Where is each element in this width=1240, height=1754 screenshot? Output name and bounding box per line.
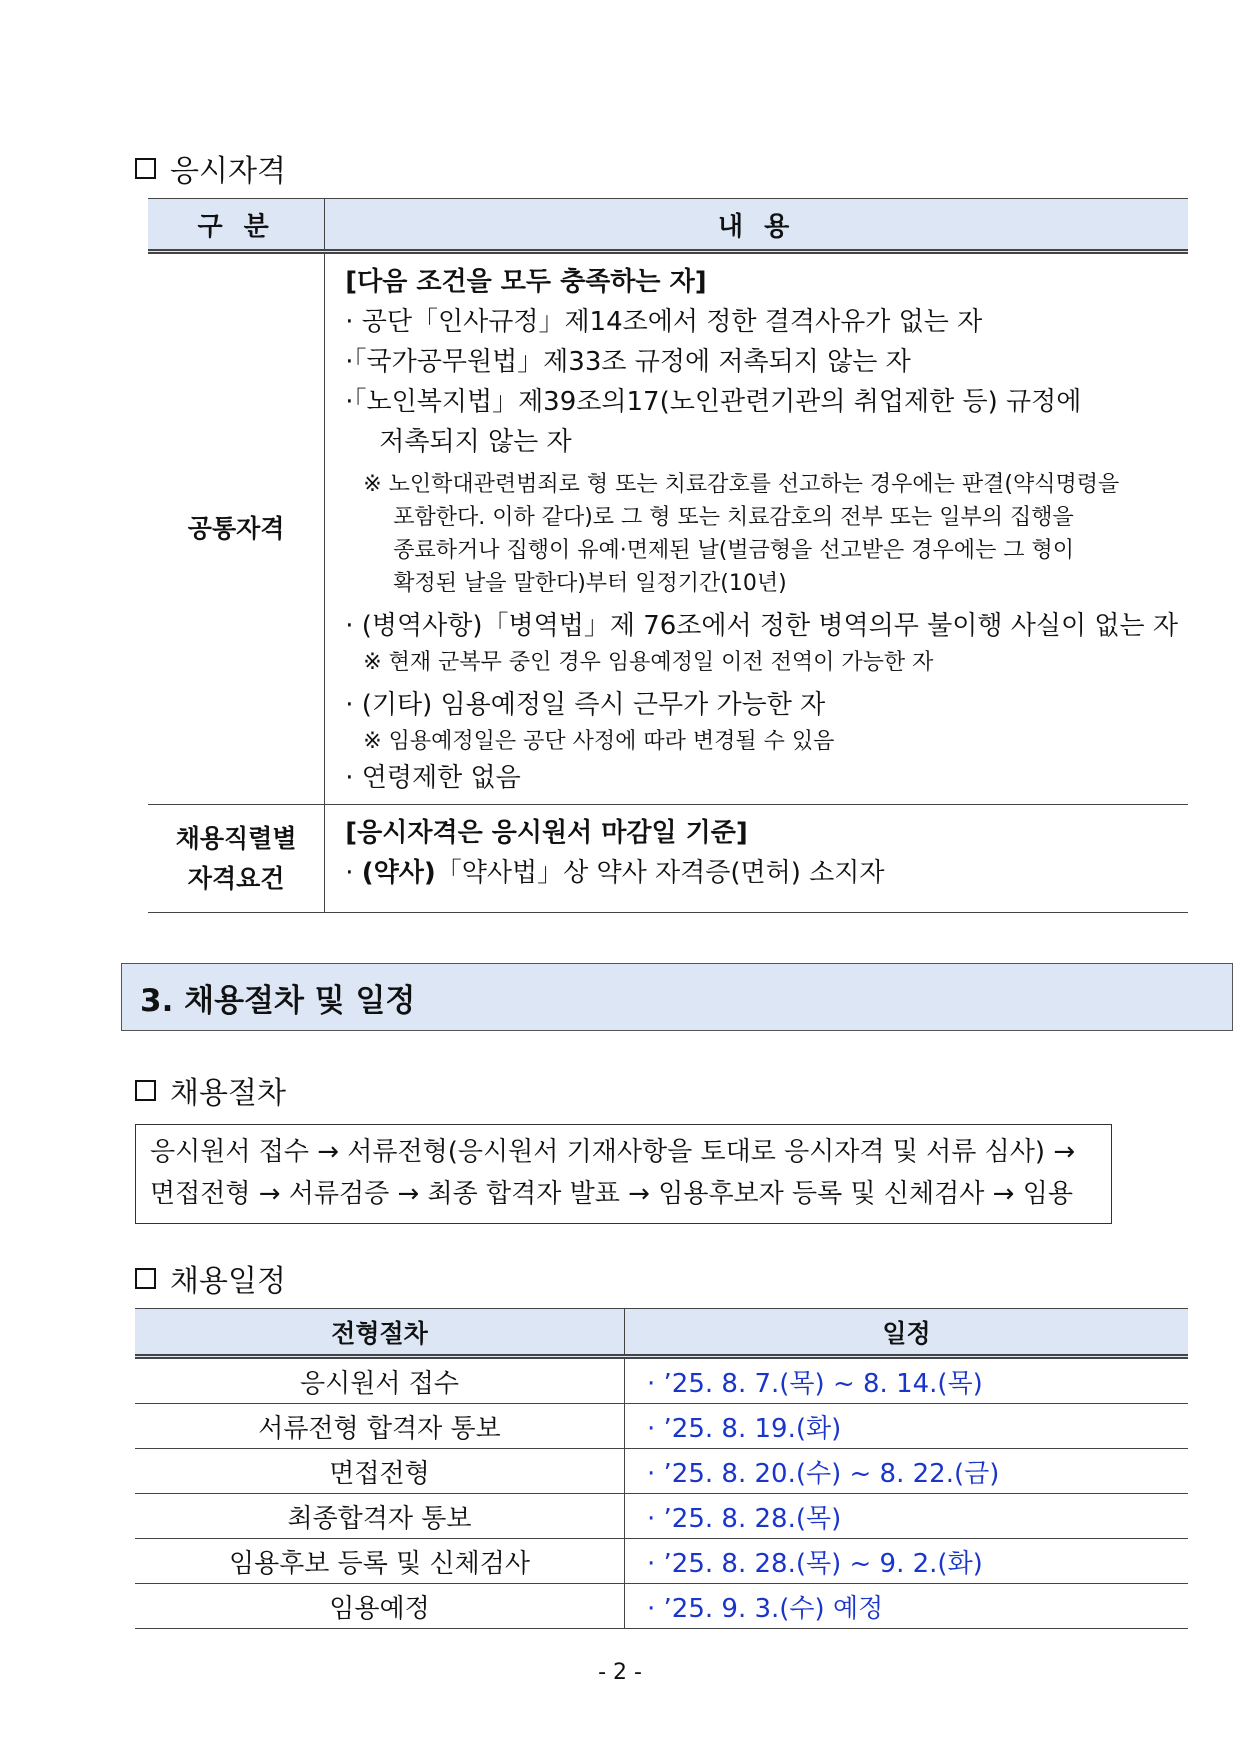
note-line: 종료하거나 집행이 유예·면제된 날(벌금형을 선고받은 경우에는 그 형이 (393, 538, 1075, 563)
qualification-heading (135, 146, 286, 190)
header-step: 전형절차 (135, 1309, 625, 1357)
schedule-date: · ’25. 8. 28.(목) (625, 1494, 1189, 1539)
section-3-title-bar (121, 963, 1233, 1031)
schedule-date: · ’25. 8. 20.(수) ~ 8. 22.(금) (625, 1449, 1189, 1494)
job-item (345, 853, 1178, 893)
procedure-line-1: 응시원서 접수 → 서류전형(응시원서 기재사항을 토대로 응시자격 및 서류 심사) → (150, 1137, 1076, 1167)
schedule-step: 서류전형 합격자 통보 (135, 1404, 625, 1449)
schedule-step: 면접전형 (135, 1449, 625, 1494)
qualification-table-header (148, 199, 1188, 252)
common-qualification-content (325, 252, 1188, 805)
common-item-1: · 공단「인사규정」제14조에서 정한 결격사유가 없는 자 (345, 307, 983, 337)
common-title: [다음 조건을 모두 충족하는 자] (345, 267, 707, 297)
header-category: 구 분 (148, 199, 325, 252)
procedure-box (135, 1124, 1112, 1224)
job-qualification-label (148, 805, 325, 913)
checkbox-square-icon (135, 1080, 156, 1101)
common-item-2: ·「국가공무원법」제33조 규정에 저촉되지 않는 자 (345, 347, 911, 377)
table-row (135, 1404, 1188, 1449)
job-item-text: 「약사법」상 약사 자격증(면허) 소지자 (435, 858, 885, 888)
etc-item: · (기타) 임용예정일 즉시 근무가 가능한 자 (345, 690, 826, 720)
checkbox-square-icon (135, 1268, 156, 1289)
job-qualification-row (148, 805, 1188, 913)
job-label-line2: 자격요건 (187, 863, 285, 893)
note-line: 포함한다. 이하 같다)로 그 형 또는 치료감호의 전부 또는 일부의 집행을 (393, 505, 1074, 530)
header-content: 내 용 (325, 199, 1188, 252)
job-label-line1: 채용직렬별 (175, 823, 297, 853)
procedure-heading-text: 채용절차 (170, 1076, 286, 1111)
job-qualification-content (325, 805, 1188, 913)
job-item-role: (약사) (361, 858, 436, 888)
table-row (135, 1584, 1188, 1629)
job-item-prefix: · (345, 858, 362, 888)
checkbox-square-icon (135, 158, 156, 179)
schedule-date: · ’25. 8. 28.(목) ~ 9. 2.(화) (625, 1539, 1189, 1584)
note-line: 확정된 날을 말한다)부터 일정기간(10년) (393, 571, 787, 596)
table-row (135, 1357, 1188, 1404)
qualification-heading-text: 응시자격 (170, 154, 286, 189)
common-item-3: ·「노인복지법」제39조의17(노인관련기관의 취업제한 등) 규정에 (345, 387, 1082, 417)
schedule-date: · ’25. 8. 7.(목) ~ 8. 14.(목) (625, 1357, 1189, 1404)
schedule-heading-text: 채용일정 (170, 1264, 286, 1299)
qualification-table (148, 198, 1188, 913)
common-item-3-cont: 저촉되지 않는 자 (379, 427, 572, 457)
section-3-title: 3. 채용절차 및 일정 (140, 982, 416, 1019)
job-title: [응시자격은 응시원서 마감일 기준] (345, 818, 748, 848)
schedule-step: 최종합격자 통보 (135, 1494, 625, 1539)
schedule-step: 응시원서 접수 (135, 1357, 625, 1404)
age-item: · 연령제한 없음 (345, 763, 521, 793)
note-line: ※ 노인학대관련범죄로 형 또는 치료감호를 선고하는 경우에는 판결(약식명령을 (363, 472, 1120, 497)
page-number: - 2 - (598, 1660, 642, 1685)
common-qualification-row (148, 252, 1188, 805)
procedure-heading (135, 1068, 286, 1112)
etc-note: ※ 임용예정일은 공단 사정에 따라 변경될 수 있음 (363, 729, 835, 754)
table-row (135, 1539, 1188, 1584)
schedule-table (135, 1308, 1188, 1629)
schedule-date: · ’25. 8. 19.(화) (625, 1404, 1189, 1449)
table-row (135, 1494, 1188, 1539)
military-note: ※ 현재 군복무 중인 경우 임용예정일 이전 전역이 가능한 자 (363, 650, 934, 675)
schedule-table-header (135, 1309, 1188, 1357)
header-date: 일정 (625, 1309, 1189, 1357)
common-qualification-label: 공통자격 (148, 252, 325, 805)
military-item: · (병역사항)「병역법」제 76조에서 정한 병역의무 불이행 사실이 없는 자 (345, 611, 1178, 641)
schedule-step: 임용예정 (135, 1584, 625, 1629)
schedule-heading (135, 1256, 286, 1300)
schedule-step: 임용후보 등록 및 신체검사 (135, 1539, 625, 1584)
procedure-line-2: 면접전형 → 서류검증 → 최종 합격자 발표 → 임용후보자 등록 및 신체검사 → 임용 (150, 1179, 1073, 1209)
schedule-date: · ’25. 9. 3.(수) 예정 (625, 1584, 1189, 1629)
table-row (135, 1449, 1188, 1494)
common-note-1 (345, 468, 1178, 600)
